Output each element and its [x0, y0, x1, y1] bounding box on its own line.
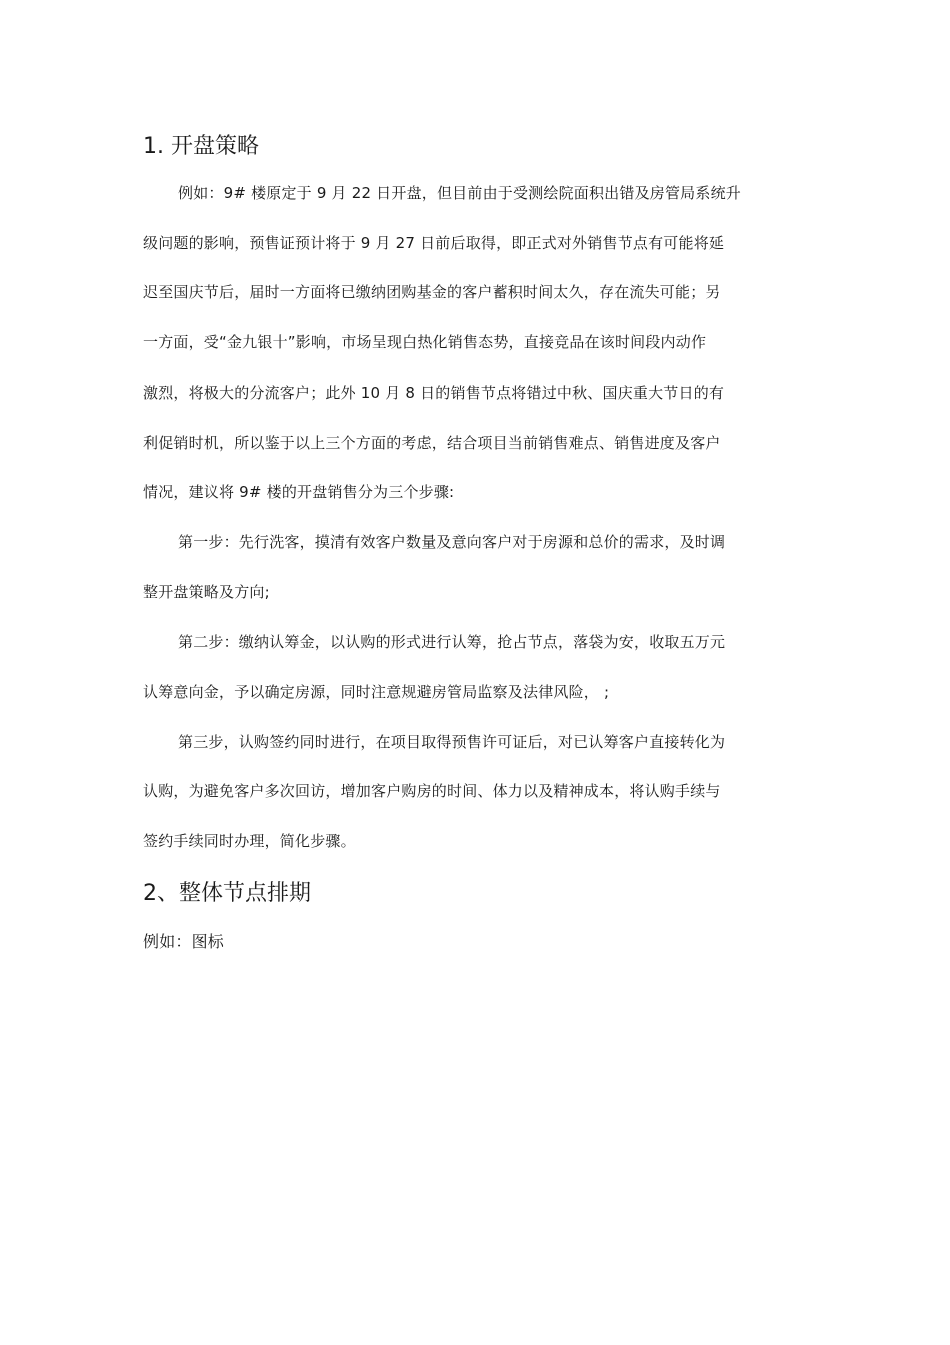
paragraph-line: 级问题的影响，预售证预计将于 9 月 27 日前后取得，即正式对外销售节点有可能将延	[143, 234, 725, 252]
step-1-line: 整开盘策略及方向;	[143, 583, 270, 601]
paragraph-line: 激烈，将极大的分流客户；此外 10 月 8 日的销售节点将错过中秋、国庆重大节日的有	[143, 384, 725, 402]
section-1-heading: 1. 开盘策略	[143, 134, 259, 159]
paragraph-line: 例如：9# 楼原定于 9 月 22 日开盘，但目前由于受测绘院面积出错及房管局系统升	[178, 184, 741, 202]
step-3-line: 认购，为避免客户多次回访，增加客户购房的时间、体力以及精神成本，将认购手续与	[143, 782, 721, 800]
step-2-line: 认筹意向金，予以确定房源，同时注意规避房管局监察及法律风险， ;	[143, 683, 610, 701]
paragraph-line: 迟至国庆节后，届时一方面将已缴纳团购基金的客户蓄积时间太久，存在流失可能；另	[143, 283, 721, 301]
paragraph-line: 一方面，受“金九银十”影响，市场呈现白热化销售态势，直接竞品在该时间段内动作	[143, 333, 707, 351]
example-text: 例如：图标	[143, 932, 225, 951]
step-1-line: 第一步：先行洗客，摸清有效客户数量及意向客户对于房源和总价的需求，及时调	[178, 533, 726, 551]
step-3-line: 第三步，认购签约同时进行，在项目取得预售许可证后，对已认筹客户直接转化为	[178, 733, 726, 751]
paragraph-line: 情况，建议将 9# 楼的开盘销售分为三个步骤:	[143, 483, 455, 501]
step-3-line: 签约手续同时办理，简化步骤。	[143, 832, 356, 850]
section-2-heading: 2、整体节点排期	[143, 881, 311, 906]
step-2-line: 第二步：缴纳认筹金，以认购的形式进行认筹，抢占节点，落袋为安，收取五万元	[178, 633, 726, 651]
paragraph-line: 利促销时机，所以鉴于以上三个方面的考虑，结合项目当前销售难点、销售进度及客户	[143, 434, 721, 452]
